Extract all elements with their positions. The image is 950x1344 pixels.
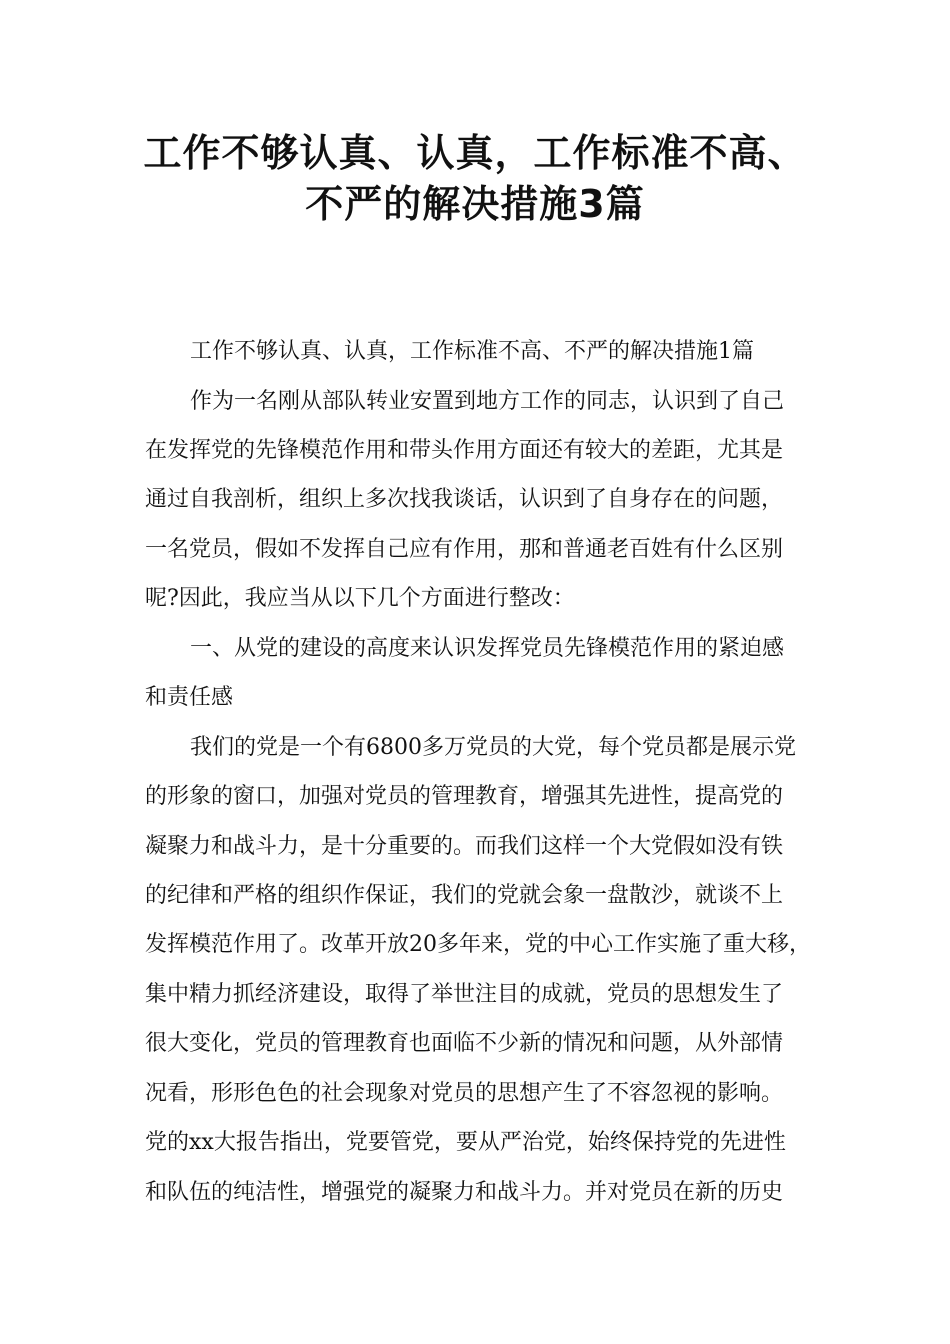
paragraph-line: 的纪律和严格的组织作保证，我们的党就会象一盘散沙，就谈不上 <box>145 883 784 908</box>
paragraph-line: 党的xx大报告指出，党要管党，要从严治党，始终保持党的先进性 <box>145 1130 786 1155</box>
paragraph-line: 况看，形形色色的社会现象对党员的思想产生了不容忽视的影响。 <box>145 1081 784 1106</box>
paragraph-line: 通过自我剖析，组织上多次找我谈话，认识到了自身存在的问题， <box>145 487 784 512</box>
document-title-line-2: 不严的解决措施3篇 <box>305 182 645 226</box>
paragraph-line: 作为一名刚从部队转业安置到地方工作的同志，认识到了自己 <box>190 389 785 414</box>
subheading-part-1: 工作不够认真、认真，工作标准不高、不严的解决措施1篇 <box>190 339 754 364</box>
paragraph-line: 我们的党是一个有6800多万党员的大党，每个党员都是展示党 <box>190 735 796 760</box>
paragraph-line: 发挥模范作用了。改革开放20多年来，党的中心工作实施了重大移， <box>145 932 811 957</box>
document-title-line-1: 工作不够认真、认真，工作标准不高、 <box>143 131 807 175</box>
paragraph-line: 凝聚力和战斗力，是十分重要的。而我们这样一个大党假如没有铁 <box>145 834 784 859</box>
paragraph-line: 和队伍的纯洁性，增强党的凝聚力和战斗力。并对党员在新的历史 <box>145 1180 784 1205</box>
section-heading-line: 一、从党的建设的高度来认识发挥党员先锋模范作用的紧迫感 <box>190 636 785 661</box>
paragraph-line: 很大变化，党员的管理教育也面临不少新的情况和问题，从外部情 <box>145 1031 784 1056</box>
paragraph-line: 呢?因此，我应当从以下几个方面进行整改： <box>145 586 575 611</box>
paragraph-line: 一名党员，假如不发挥自己应有作用，那和普通老百姓有什么区别 <box>145 537 784 562</box>
paragraph-line: 集中精力抓经济建设，取得了举世注目的成就，党员的思想发生了 <box>145 982 784 1007</box>
section-heading-line: 和责任感 <box>145 685 234 710</box>
paragraph-line: 的形象的窗口，加强对党员的管理教育，增强其先进性，提高党的 <box>145 784 784 809</box>
paragraph-line: 在发挥党的先锋模范作用和带头作用方面还有较大的差距，尤其是 <box>145 438 784 463</box>
